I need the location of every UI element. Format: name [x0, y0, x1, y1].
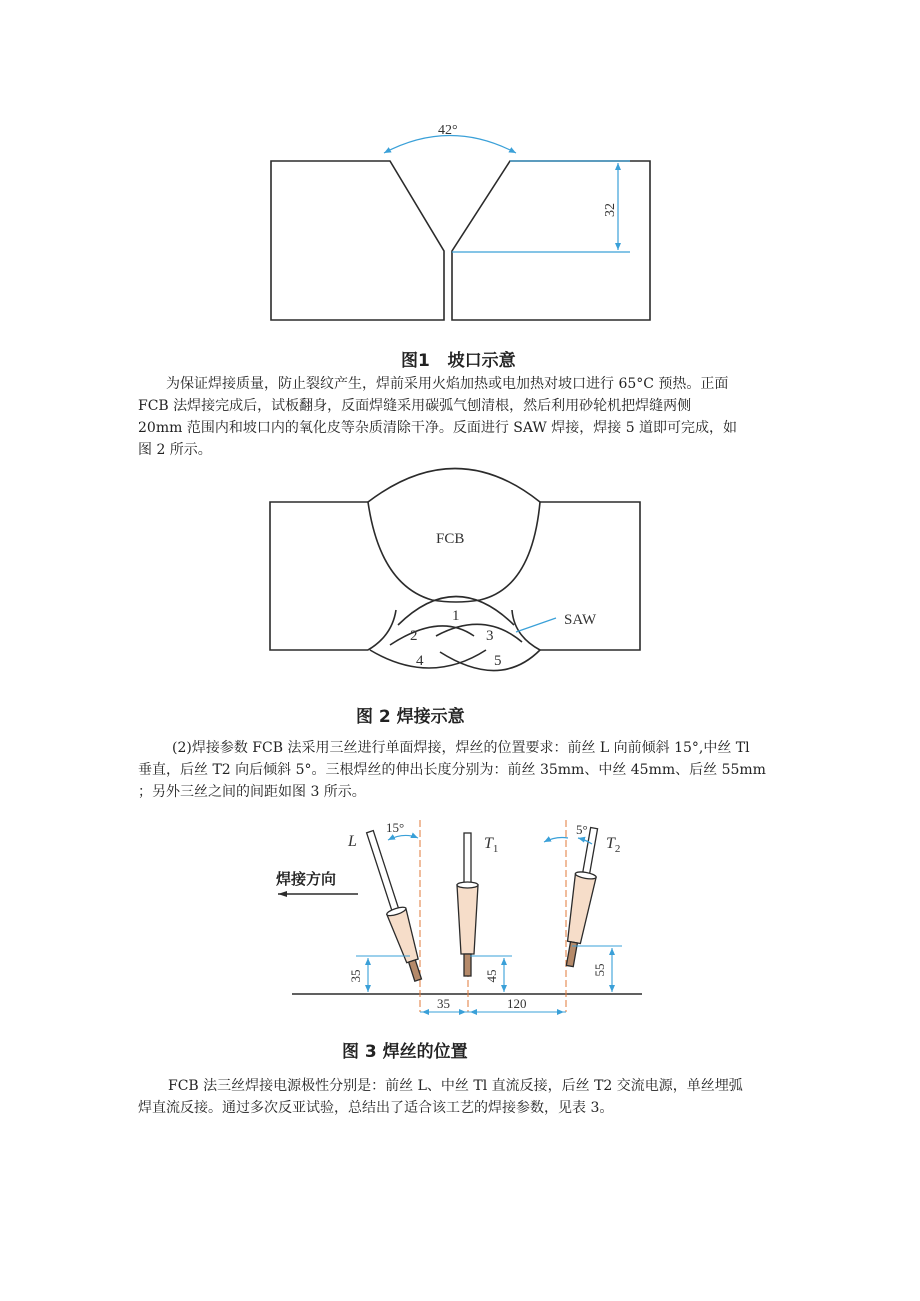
wire-T1-subscript: 1 — [492, 843, 499, 855]
stickout-L-label: 35 — [348, 969, 363, 983]
wire-T1-rod — [464, 833, 471, 885]
pass-3-label: 3 — [486, 628, 494, 644]
paragraph-line: 图 2 所示。 — [138, 442, 212, 458]
figure-1-caption: 图1 坡口示意 — [401, 351, 516, 371]
pass-5-label: 5 — [494, 653, 502, 669]
wire-T2-label — [606, 835, 620, 855]
saw-leader — [516, 618, 556, 632]
wire-T1-contact-tip — [457, 885, 478, 954]
pass-4-label: 4 — [416, 653, 424, 669]
angle-arc-T2 — [544, 838, 568, 843]
wire-T1-assembly — [457, 833, 478, 976]
stickout-T1-label: 45 — [484, 969, 499, 983]
fcb-label: FCB — [436, 531, 465, 547]
wire-T1-letter: T — [484, 835, 493, 852]
figure-2-weld — [270, 469, 640, 671]
angle-arc — [384, 136, 516, 154]
paragraph-line: FCB 法焊接完成后，试板翻身，反面焊缝采用碳弧气刨清根，然后利用砂轮机把焊缝两侧 — [138, 398, 692, 414]
angle-L-label: 15° — [386, 820, 405, 835]
depth-label: 32 — [603, 203, 618, 217]
paragraph-line: 20mm 范围内和坡口内的氧化皮等杂质清除干净。反面进行 SAW 焊接，焊接 5 道即可完成，如 — [138, 420, 738, 436]
wire-T1-label — [484, 835, 498, 855]
pass-2-bead — [390, 626, 474, 645]
paragraph-line: FCB 法三丝焊接电源极性分别是：前丝 L、中丝 Tl 直流反接，后丝 T2 交流电源，单丝埋弧 — [168, 1078, 743, 1094]
saw-groove-line-right — [512, 610, 540, 650]
pass-5-bead — [440, 650, 540, 671]
angle-arc-L — [388, 835, 418, 840]
wire-T2-subscript: 2 — [614, 843, 621, 855]
wire-L-assembly — [361, 828, 428, 983]
angle-T2-label: 5° — [576, 822, 588, 837]
plate-outline — [270, 502, 368, 650]
wire-L-rod — [367, 831, 400, 913]
saw-label: SAW — [564, 612, 597, 628]
figure-2-caption: 图 2 焊接示意 — [356, 707, 465, 727]
spacing-2-label: 120 — [507, 996, 527, 1011]
wire-T1-stickout — [464, 954, 471, 976]
angle-label: 42° — [438, 123, 458, 138]
figure-1-dimensions — [384, 136, 630, 253]
paragraph-line: 焊直流反接。通过多次反亚试验，总结出了适合该工艺的焊接参数，见表 3。 — [138, 1100, 614, 1116]
figure-3-wires — [278, 820, 642, 1012]
wire-T2-letter: T — [606, 835, 615, 852]
paragraph-line: ；另外三丝之间的间距如图 3 所示。 — [138, 784, 366, 800]
wire-T1-tip-top — [457, 882, 478, 888]
pass-1-label: 1 — [452, 608, 460, 624]
paragraph-parameters — [138, 737, 790, 803]
stickout-T2-label: 55 — [592, 963, 607, 977]
direction-label: 焊接方向 — [276, 870, 337, 888]
paragraph-preheat — [138, 373, 790, 461]
figure-1-groove — [271, 161, 650, 320]
paragraph-line: 垂直，后丝 T2 向后倾斜 5°。三根焊丝的伸出长度分别为：前丝 35mm、中丝 45mm、后丝 55mm — [138, 762, 766, 778]
groove-plate-outline-right — [452, 161, 650, 320]
groove-plate-outline — [271, 161, 444, 320]
pass-2-label: 2 — [410, 628, 418, 644]
wire-T2-contact-tip — [564, 874, 596, 945]
paragraph-line: 为保证焊接质量，防止裂纹产生，焊前采用火焰加热或电加热对坡口进行 65°C 预热。正面 — [166, 376, 729, 392]
paragraph-line: (2)焊接参数 FCB 法采用三丝进行单面焊接，焊丝的位置要求：前丝 L 向前倾斜 15°,中丝 Tl — [172, 740, 750, 756]
figure-3-caption: 图 3 焊丝的位置 — [342, 1042, 468, 1062]
paragraph-polarity — [138, 1075, 790, 1119]
wire-L-label: L — [348, 833, 357, 850]
spacing-1-label: 35 — [437, 996, 450, 1011]
